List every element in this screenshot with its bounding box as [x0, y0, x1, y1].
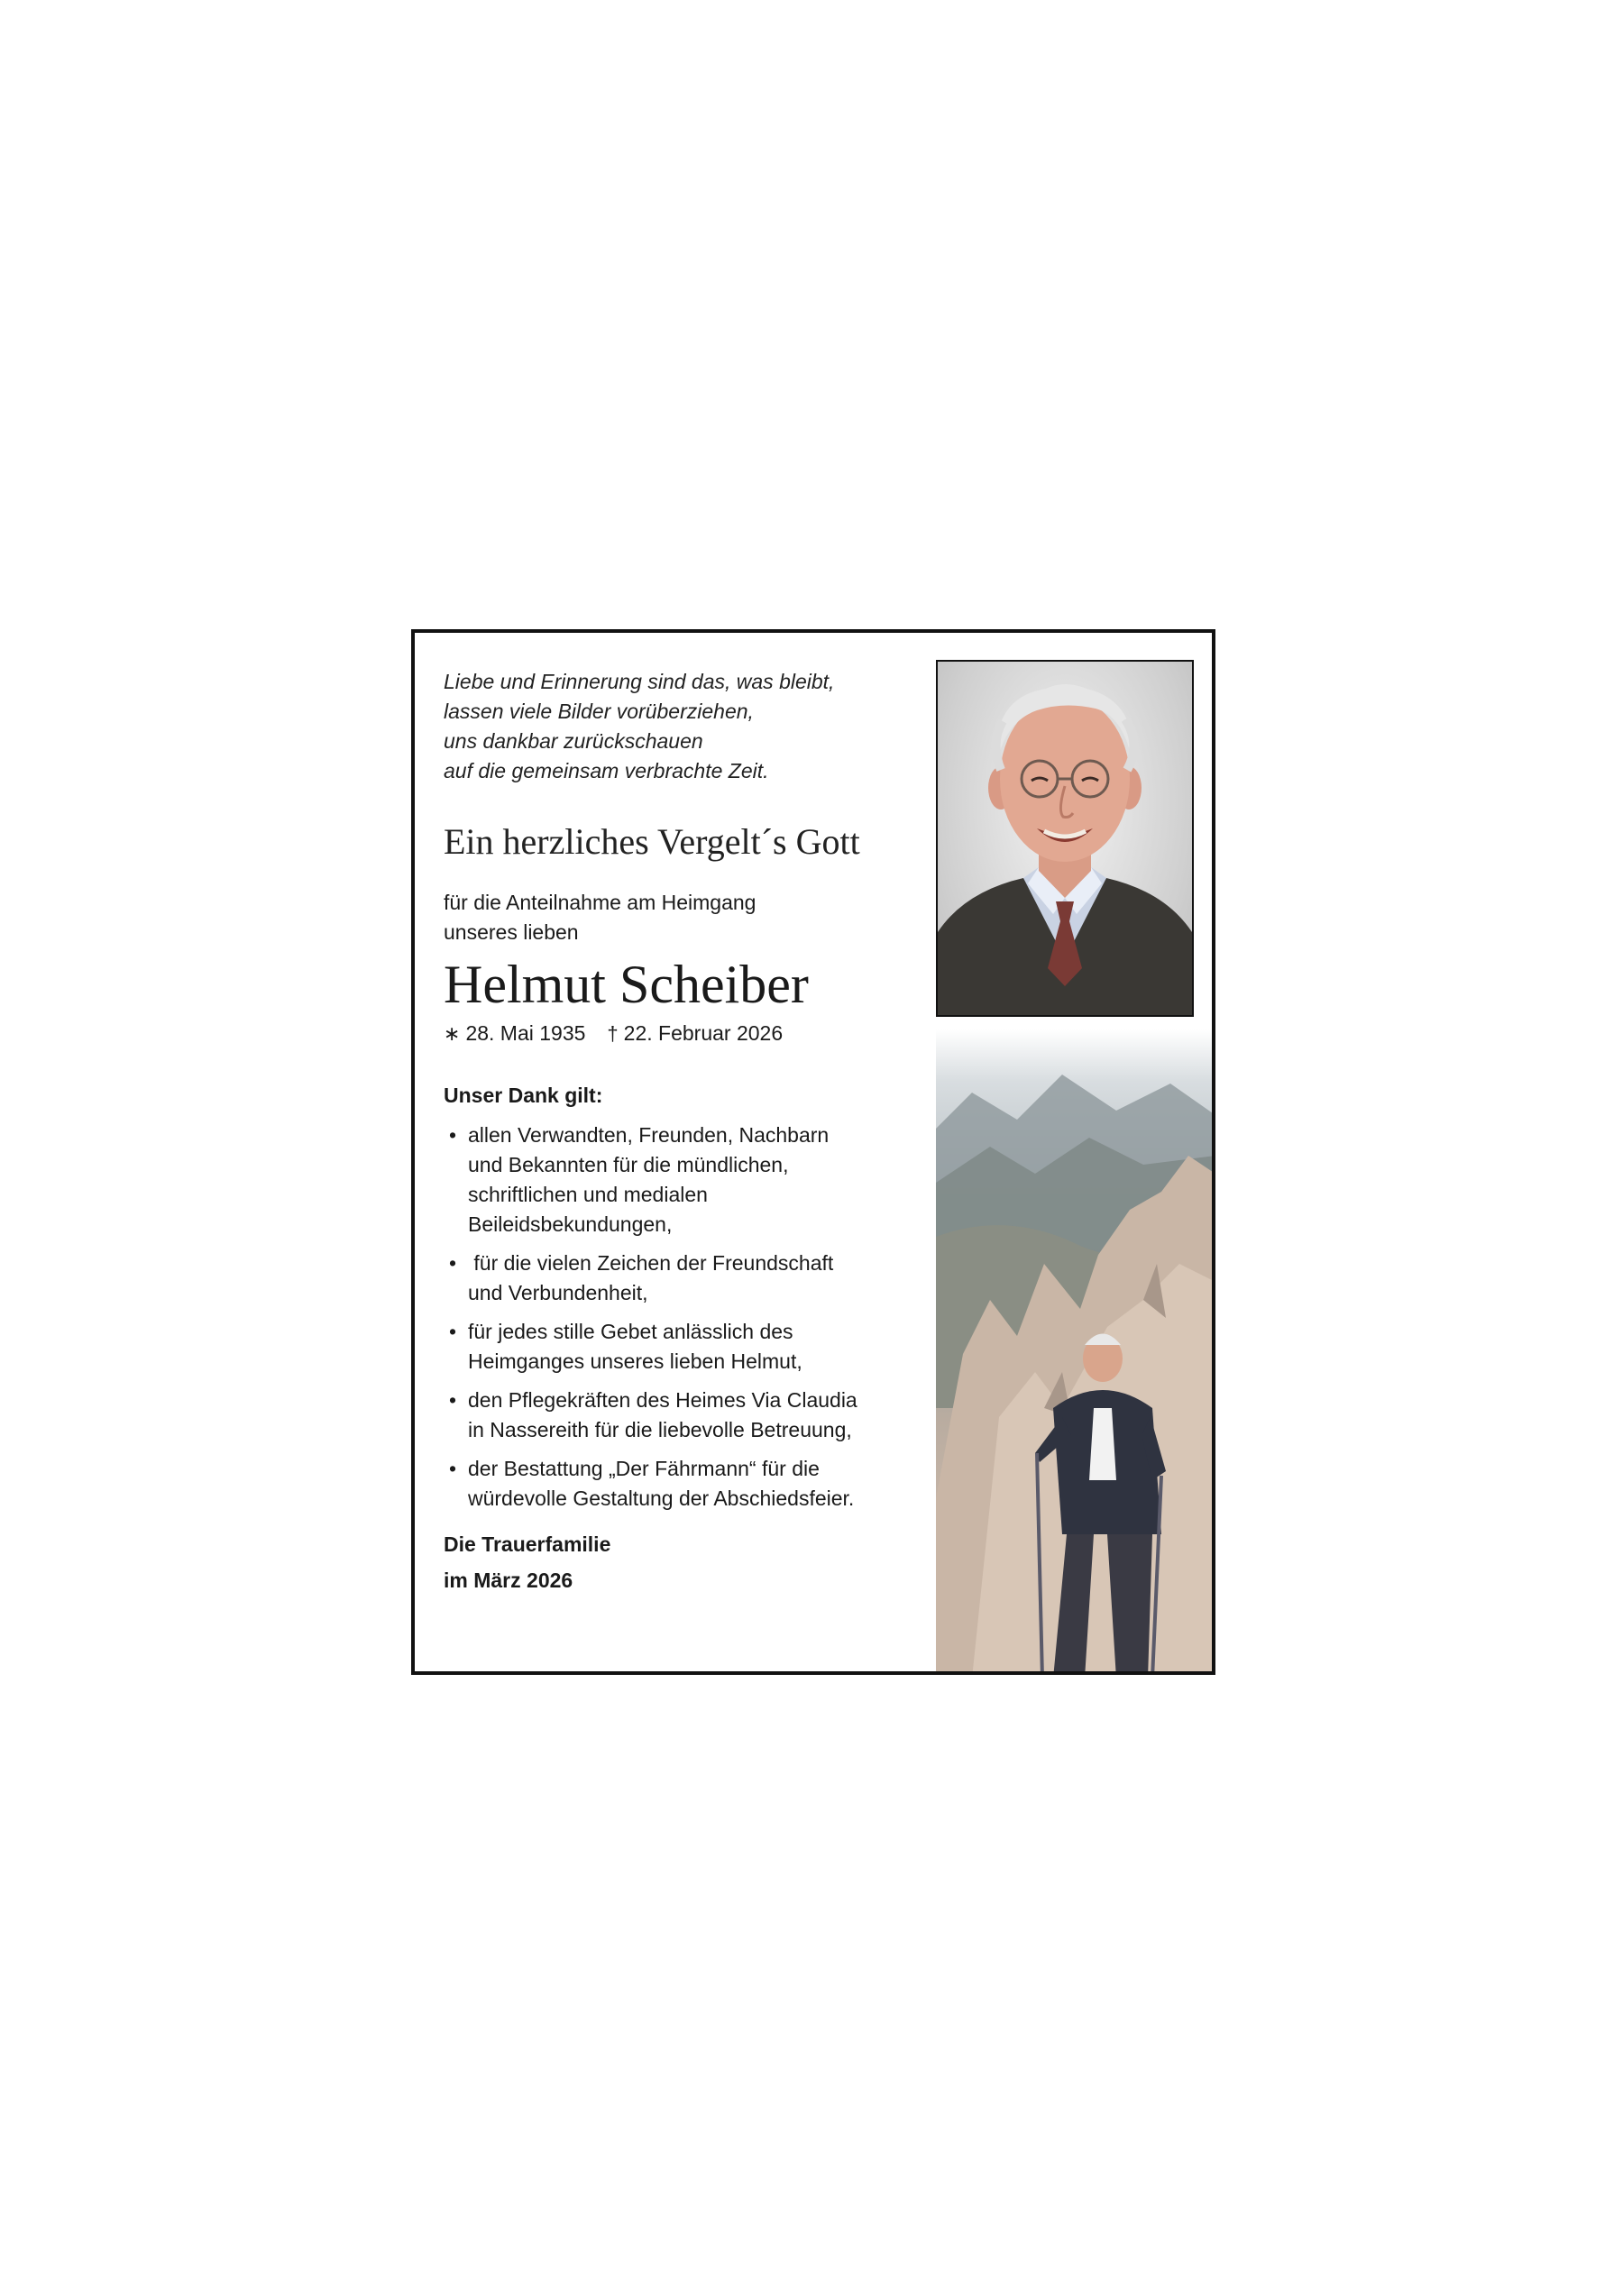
list-item — [444, 1121, 931, 1239]
list-item-line: in Nassereith für die liebevolle Betreuung, — [468, 1418, 852, 1441]
list-item-line: schriftlichen und medialen — [468, 1183, 708, 1206]
signoff-line: Die Trauerfamilie — [444, 1532, 611, 1556]
life-dates — [444, 1020, 931, 1047]
signoff — [444, 1526, 931, 1598]
list-item-line: und Bekannten für die mündlichen, — [468, 1153, 789, 1176]
poem-line: Liebe und Erinnerung sind das, was bleibt, — [444, 670, 835, 693]
list-item-line: Beileidsbekundungen, — [468, 1212, 673, 1236]
list-item-line: • den Pflegekräften des Heimes Via Claudia — [468, 1388, 857, 1412]
death-date: 22. Februar 2026 — [623, 1021, 784, 1045]
thanks-list — [444, 1121, 931, 1514]
deceased-name: Helmut Scheiber — [444, 955, 809, 1014]
list-item-line: würdevolle Gestaltung der Abschiedsfeier. — [468, 1486, 855, 1510]
poem — [444, 667, 931, 786]
list-item-line: und Verbundenheit, — [468, 1281, 648, 1304]
thanks-heading: Ein herzliches Vergelt´s Gott — [444, 821, 860, 862]
list-item — [444, 1454, 931, 1514]
poem-line: lassen viele Bilder vorüberziehen, — [444, 700, 754, 723]
list-item-line: • allen Verwandten, Freunden, Nachbarn — [468, 1123, 830, 1147]
intro-text — [444, 888, 931, 947]
list-item-line: • für jedes stille Gebet anlässlich des — [468, 1320, 793, 1343]
mountain-illustration — [936, 1029, 1215, 1675]
intro-line: unseres lieben — [444, 920, 579, 944]
mountain-photo — [936, 1029, 1215, 1675]
signoff-line: im März 2026 — [444, 1569, 573, 1592]
cross-symbol: † — [607, 1022, 619, 1045]
birth-date: 28. Mai 1935 — [465, 1021, 586, 1045]
list-item-line: • für die vielen Zeichen der Freundschaft — [468, 1251, 834, 1275]
poem-line: auf die gemeinsam verbrachte Zeit. — [444, 759, 769, 782]
list-item-line: Heimganges unseres lieben Helmut, — [468, 1349, 802, 1373]
dank-heading: Unser Dank gilt: — [444, 1084, 603, 1107]
list-item — [444, 1386, 931, 1445]
portrait-photo — [936, 660, 1194, 1017]
obituary-card — [411, 629, 1215, 1675]
list-item — [444, 1317, 931, 1377]
birth-symbol: ∗ — [444, 1022, 461, 1045]
list-item-line: • der Bestattung „Der Fährmann“ für die — [468, 1457, 820, 1480]
portrait-illustration — [938, 662, 1192, 1015]
list-item — [444, 1249, 931, 1308]
poem-line: uns dankbar zurückschauen — [444, 729, 703, 753]
text-column — [444, 667, 931, 1598]
intro-line: für die Anteilnahme am Heimgang — [444, 891, 756, 914]
